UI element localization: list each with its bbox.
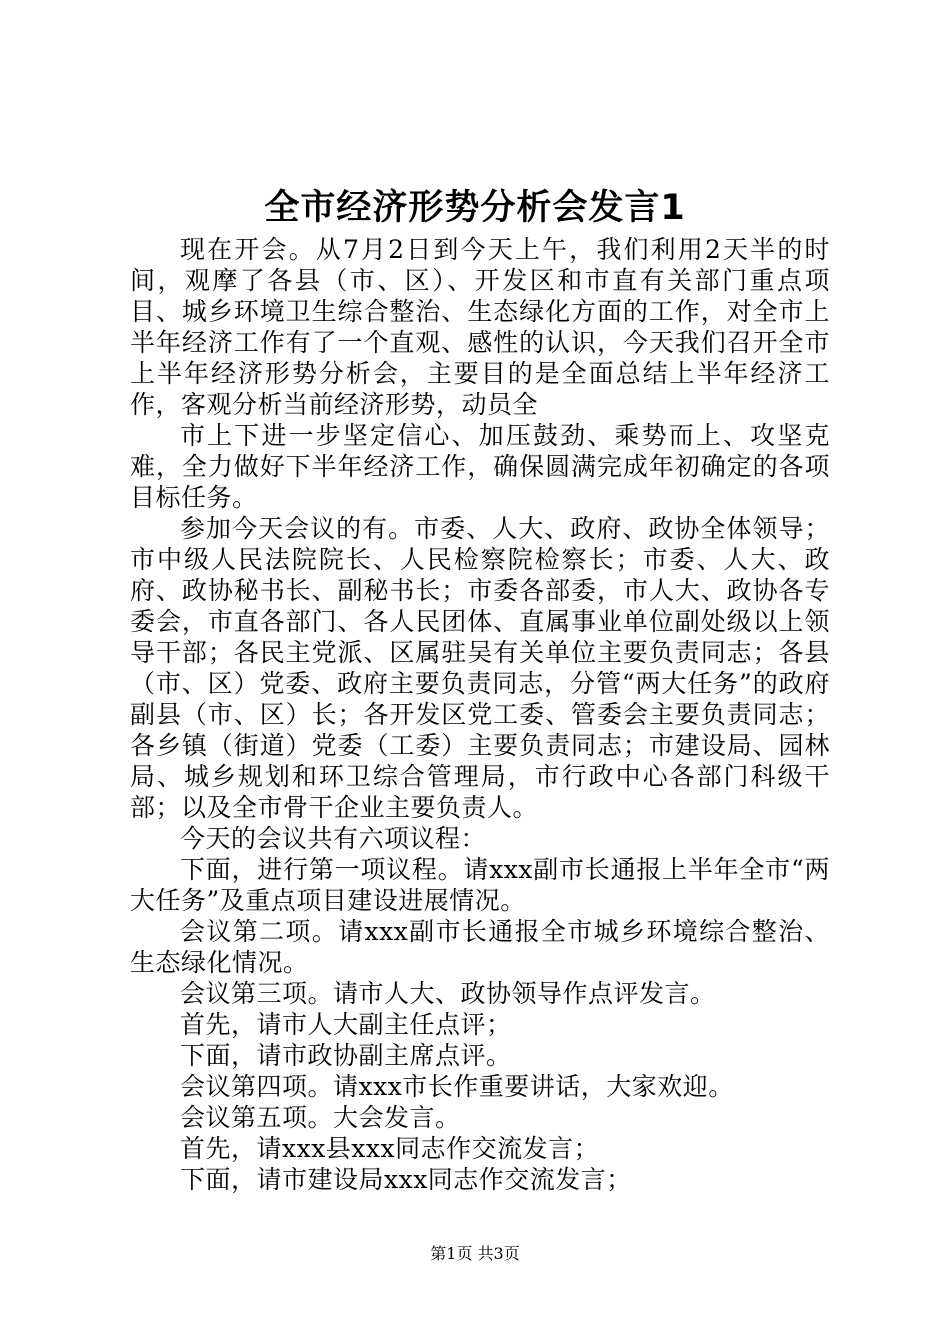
paragraph-agenda-item-3: 会议第三项。请市人大、政协领导作点评发言。 <box>180 979 716 1008</box>
paragraph-agenda-item-1: 下面，进行第一项议程。请xxx副市长通报上半年全市“两大任务”及重点项目建设进展情况。 <box>130 855 830 915</box>
paragraph-agenda-item-2: 会议第二项。请xxx副市长通报全市城乡环境综合整治、生态绿化情况。 <box>130 917 830 977</box>
paragraph-agenda-intro: 今天的会议共有六项议程： <box>180 824 487 853</box>
paragraph-second-speech: 下面，请市建设局xxx同志作交流发言； <box>180 1165 632 1194</box>
paragraph-opening: 现在开会。从7月2日到今天上午，我们利用2天半的时间，观摩了各县（市、区）、开发区和市直有关部门重点项目、城乡环境卫生综合整治、生态绿化方面的工作，对全市上半年经济工作有了一个直观、感性的认识，今天我们召开全市上半年经济形势分析会，主要目的是全面总结上半年经济工作，客观分析当前经济形势，动员全 <box>130 235 830 419</box>
paragraph-mobilize: 市上下进一步坚定信心、加压鼓劲、乘势而上、攻坚克难，全力做好下半年经济工作，确保圆满完成年初确定的各项目标任务。 <box>130 421 830 512</box>
paragraph-agenda-item-5: 会议第五项。大会发言。 <box>180 1103 461 1132</box>
paragraph-attendees: 参加今天会议的有。市委、人大、政府、政协全体领导；市中级人民法院院长、人民检察院检察长；市委、人大、政府、政协秘书长、副秘书长；市委各部委，市人大、政协各专委会，市直各部门、各人民团体、直属事业单位副处级以上领导干部；各民主党派、区属驻吴有关单位主要负责同志；各县（市、区）党委、政府主要负责同志，分管“两大任务”的政府副县（市、区）长；各开发区党工委、管委会主要负责同志；各乡镇（街道）党委（工委）主要负责同志；市建设局、园林局、城乡规划和环卫综合管理局，市行政中心各部门科级干部；以及全市骨干企业主要负责人。 <box>130 514 830 822</box>
document-title: 全市经济形势分析会发言1 <box>264 188 686 228</box>
paragraph-first-speech: 首先，请xxx县xxx同志作交流发言； <box>180 1134 600 1163</box>
page-indicator: 第1页 共3页 <box>430 1244 520 1263</box>
paragraph-agenda-item-4: 会议第四项。请xxx市长作重要讲话，大家欢迎。 <box>180 1072 734 1101</box>
paragraph-second-comment: 下面，请市政协副主席点评。 <box>180 1041 512 1070</box>
document-body <box>130 234 830 1195</box>
paragraph-first-comment: 首先，请市人大副主任点评； <box>180 1010 512 1039</box>
